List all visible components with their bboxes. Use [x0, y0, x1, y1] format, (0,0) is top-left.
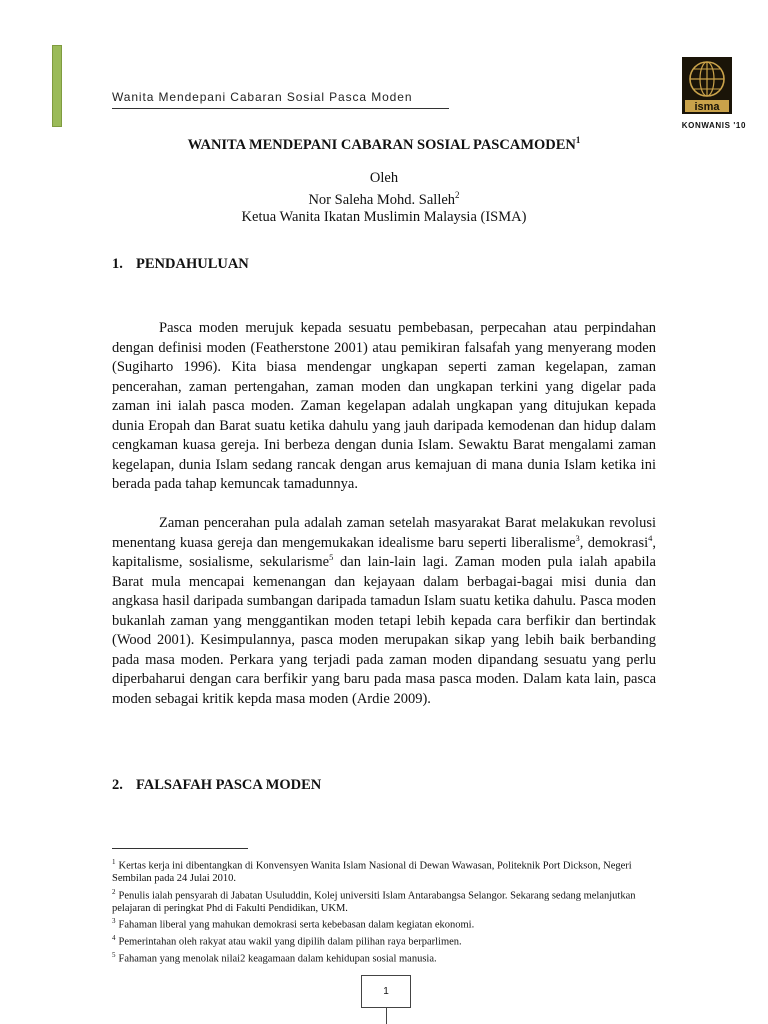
byline-oleh: Oleh [369, 170, 399, 186]
logo-text: isma [694, 101, 720, 113]
page-number: 1 [361, 975, 411, 1008]
paragraph-2-text-d: dan lain-lain lagi. Zaman moden pula ialah apabila Barat mula mencapai kemenangan dan kejayaan dalam berbagai-bagai misi dunia dan angkasa hasil daripada sumbangan daripada tamadun Islam suatu ketika dahulu. Pasca moden bukanlah zaman yang menggantikan moden tetapi lebih kepada cara berfikir dan bertindak (Wood 2001). Kesimpulannya, pasca moden merupakan sikap yang lebih baik berbanding pada masa moden. Perkara yang terjadi pada zaman moden dipandang sesuatu yang perlu diperbaharui dengan cara berfikir yang baru pada masa pasca moden. Dalam kata lain, pasca moden sebagai kritik kepda masa moden (Ardie 2009). [112, 554, 656, 707]
footnote-text: Penulis ialah pensyarah di Jabatan Usuluddin, Kolej universiti Islam Antarabangsa Selangor. Sekarang sedang melanjutkan pelajaran di peringkat Phd di Fakulti Pendidikan, UKM. [112, 890, 636, 914]
footnote-1 [112, 856, 652, 886]
logo-caption: KONWANIS '10 [681, 121, 746, 130]
footnote-ref-3: 3 [575, 532, 580, 543]
section-title: PENDAHULUAN [136, 256, 249, 272]
footnote-ref-4: 4 [648, 532, 653, 543]
isma-logo [682, 57, 732, 114]
footnote-5 [112, 949, 652, 966]
decorative-side-bar [52, 45, 62, 127]
running-header: Wanita Mendepani Cabaran Sosial Pasca Moden [112, 90, 449, 109]
footnote-text: Fahaman yang menolak nilai2 keagamaan dalam kehidupan sosial manusia. [118, 953, 437, 965]
byline-author [112, 187, 656, 209]
paragraph-2-text-a: Zaman pencerahan pula adalah zaman setelah masyarakat Barat melakukan revolusi menentang kuasa gereja dan mengemukakan idealisme baru seperti liberalisme [112, 515, 656, 551]
page-number-stem [386, 1008, 387, 1024]
footnotes [112, 856, 652, 966]
section-number: 2. [112, 777, 123, 793]
footnote-4 [112, 932, 652, 949]
paragraph-2 [112, 514, 656, 709]
footnote-ref-2: 2 [455, 190, 460, 200]
footnote-ref-5: 5 [329, 552, 334, 563]
footnote-text: Pemerintahan oleh rakyat atau wakil yang dipilih dalam pilihan raya berparlimen. [118, 936, 462, 948]
footnote-number: 1 [112, 858, 116, 866]
paragraph-1: Pasca moden merujuk kepada sesuatu pembebasan, perpecahan atau perpindahan dengan definisi moden (Featherstone 2001) atau pemikiran falsafah yang menyerang moden (Sugiharto 1996). Kita biasa mendengar ungkapan seperti zaman kegelapan, zaman pencerahan, zaman pertengahan, zaman moden dan ungkapan terkini yang digelar pada zaman ini ialah pasca moden. Zaman kegelapan adalah ungkapan yang ditujukan kepada dunia Eropah dan Barat suatu ketika dahulu yang jauh daripada kemodenan dan hidup dalam cengkaman kuasa gereja. Ini berbeza dengan dunia Islam. Sewaktu Barat mengalami zaman kegelapan, dunia Islam sedang rancak dengan arus kemajuan di mana dunia Islam ketika ini berada pada tahap kemuncak tamadunnya. [112, 320, 656, 492]
footnote-3 [112, 915, 652, 932]
section-title: FALSAFAH PASCA MODEN [136, 777, 322, 793]
footnote-ref-1: 1 [575, 135, 581, 145]
footnote-text: Fahaman liberal yang mahukan demokrasi serta kebebasan dalam kegiatan ekonomi. [118, 919, 475, 931]
document-title [112, 135, 656, 154]
footnote-number: 5 [112, 951, 116, 959]
section-heading-falsafah [112, 777, 321, 794]
document-title-text: WANITA MENDEPANI CABARAN SOSIAL PASCAMODEN [187, 136, 576, 153]
paragraph-2-text-b: , demokrasi [579, 534, 649, 551]
footnote-number: 2 [112, 887, 116, 896]
section-heading-pendahuluan [112, 256, 249, 273]
footnote-number: 4 [112, 934, 116, 942]
footnote-text: Kertas kerja ini dibentangkan di Konvensyen Wanita Islam Nasional di Dewan Wawasan, Politeknik Port Dickson, Negeri Sembilan pada 24 Julai 2010. [112, 860, 632, 884]
section-number: 1. [112, 256, 123, 272]
byline-position: Ketua Wanita Ikatan Muslimin Malaysia (ISMA) [241, 208, 527, 225]
byline [112, 170, 656, 226]
footnote-number: 3 [112, 917, 116, 925]
footnote-2 [112, 886, 652, 916]
footnote-separator [112, 848, 248, 849]
paragraph-2-text-c: , kapitalisme, sosialisme, sekularisme [112, 534, 656, 570]
author-name: Nor Saleha Mohd. Salleh [308, 191, 456, 208]
